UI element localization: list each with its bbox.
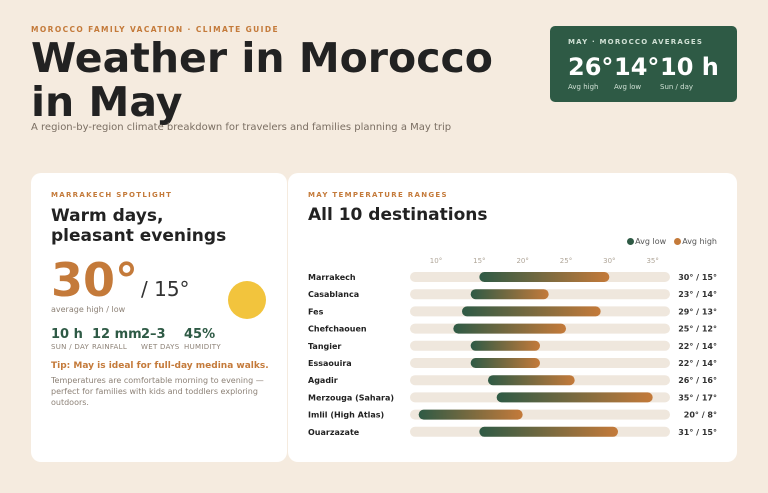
city-label: Marrakech: [308, 273, 356, 282]
x-tick-label: 35°: [646, 257, 659, 265]
city-label: Casablanca: [308, 290, 360, 300]
range-bar: [419, 410, 523, 420]
value-label: 35° / 17°: [678, 393, 717, 403]
ranges-title: All 10 destinations: [308, 205, 488, 225]
stat-wet-days-caption: WET DAYS: [141, 343, 180, 351]
stat-rainfall-value: 12 mm: [92, 327, 142, 342]
range-bar: [462, 306, 601, 316]
sun-icon: [228, 281, 266, 319]
x-tick-label: 20°: [516, 257, 529, 265]
range-bar: [471, 289, 549, 299]
value-label: 22° / 14°: [678, 341, 717, 351]
x-tick-label: 15°: [473, 257, 486, 265]
sun-per-day-value: 10 h: [660, 53, 719, 81]
tip-body: Temperatures are comfortable morning to evening — perfect for families with kids and toddlers exploring outdoors.: [51, 376, 264, 407]
page-subtitle: A region-by-region climate breakdown for travelers and families planning a May trip: [31, 122, 452, 133]
spotlight-low-temp: / 15°: [141, 277, 190, 301]
averages-label: MAY · MOROCCO AVERAGES: [568, 38, 704, 46]
city-label: Fes: [308, 307, 324, 317]
stat-sun-value: 10 h: [51, 327, 83, 342]
avg-high-caption: Avg high: [568, 83, 599, 91]
city-label: Imlil (High Atlas): [308, 410, 385, 420]
value-label: 20° / 8°: [683, 410, 717, 420]
spotlight-caption: average high / low: [51, 305, 126, 314]
avg-high-value: 26°: [568, 53, 614, 81]
range-bar: [497, 392, 653, 402]
range-bar: [479, 427, 618, 437]
avg-high-stat: [568, 53, 613, 91]
averages-card: [550, 26, 737, 102]
spotlight-high-temp: 30°: [51, 253, 139, 307]
city-label: Agadir: [308, 376, 338, 386]
x-tick-label: 25°: [559, 257, 573, 265]
avg-low-stat: [614, 53, 659, 91]
stat-humidity: [184, 327, 221, 351]
range-bar: [453, 324, 566, 334]
stat-wet-days: [141, 327, 179, 351]
value-label: 23° / 14°: [678, 290, 717, 300]
x-tick-label: 30°: [603, 257, 616, 265]
value-label: 22° / 14°: [678, 359, 717, 368]
avg-low-caption: Avg low: [614, 83, 642, 91]
stat-rainfall: [92, 327, 142, 351]
city-label: Ouarzazate: [308, 427, 360, 437]
city-label: Essaouira: [308, 359, 352, 368]
legend-low-label: Avg low: [635, 237, 667, 246]
range-bar: [479, 272, 609, 282]
avg-low-value: 14°: [614, 53, 660, 81]
spotlight-title-line2: pleasant evenings: [51, 226, 227, 246]
range-chart: [288, 173, 737, 462]
stat-rainfall-caption: RAINFALL: [92, 343, 128, 351]
stat-sun-caption: SUN / DAY: [51, 343, 90, 351]
value-label: 25° / 12°: [678, 324, 717, 334]
spotlight-title-line1: Warm days,: [51, 206, 164, 226]
range-bar: [471, 341, 540, 351]
page-title: Weather in Morocco in May: [31, 34, 493, 126]
range-bar: [471, 358, 540, 368]
ranges-eyebrow: MAY TEMPERATURE RANGES: [308, 191, 448, 199]
value-label: 31° / 15°: [678, 427, 717, 437]
city-label: Chefchaouen: [308, 324, 367, 334]
tip-title: Tip: May is ideal for full-day medina walks.: [51, 361, 269, 371]
spotlight-title: [51, 206, 226, 246]
x-tick-label: 10°: [429, 257, 443, 265]
city-label: Tangier: [308, 341, 342, 351]
spotlight-card: [31, 173, 287, 462]
stat-humidity-value: 45%: [184, 327, 216, 342]
spotlight-eyebrow: MARRAKECH SPOTLIGHT: [51, 191, 173, 199]
ranges-card: [288, 173, 737, 462]
value-label: 30° / 15°: [678, 273, 717, 282]
stat-humidity-caption: HUMIDITY: [184, 343, 221, 351]
sun-per-day-caption: Sun / day: [660, 83, 694, 91]
stat-wet-days-value: 2–3: [141, 327, 166, 342]
stat-sun: [51, 327, 89, 351]
sun-per-day-stat: [660, 53, 719, 91]
value-label: 29° / 13°: [678, 307, 717, 317]
range-bar: [488, 375, 575, 385]
eyebrow: MOROCCO FAMILY VACATION · CLIMATE GUIDE: [31, 25, 280, 34]
city-label: Merzouga (Sahara): [308, 393, 394, 403]
value-label: 26° / 16°: [678, 376, 717, 386]
legend-high-label: Avg high: [682, 237, 717, 246]
